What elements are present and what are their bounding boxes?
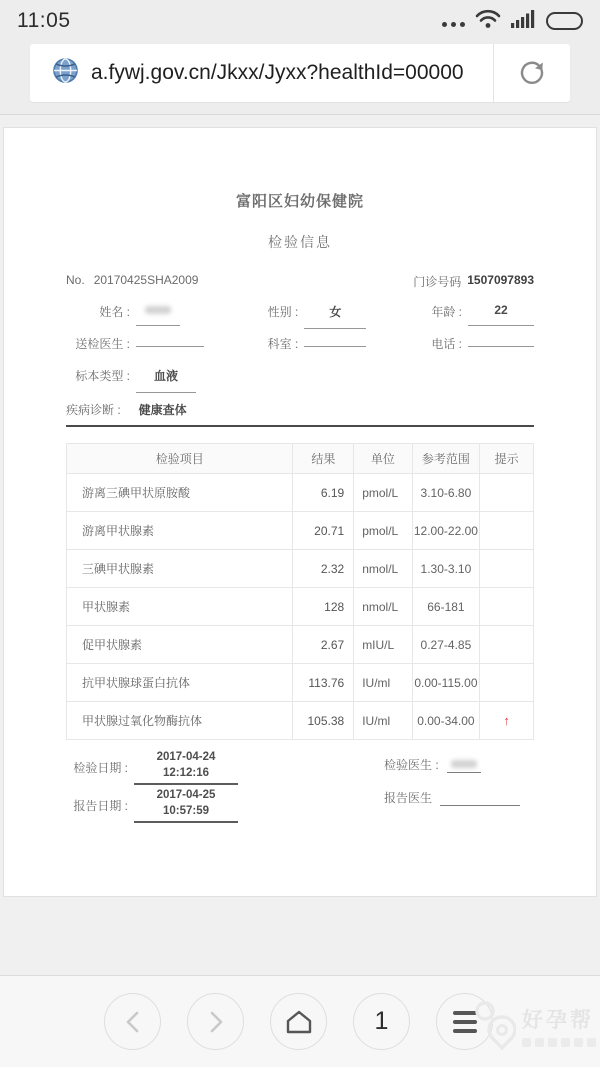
status-bar xyxy=(0,0,600,42)
gender-value: 女 xyxy=(304,301,366,329)
test-result: 2.32 xyxy=(293,550,354,588)
test-name: 游离三碘甲状原胺酸 xyxy=(67,474,293,512)
table-row xyxy=(67,512,534,550)
report-date: 2017-04-25 xyxy=(156,789,216,802)
test-name: 三碘甲状腺素 xyxy=(67,550,293,588)
test-name: 甲状腺过氧化物酶抗体 xyxy=(67,702,293,740)
test-flag xyxy=(480,626,534,664)
chevron-right-icon xyxy=(206,1010,226,1034)
test-name: 甲状腺素 xyxy=(67,588,293,626)
url-field[interactable] xyxy=(30,57,493,89)
phone-value xyxy=(468,333,534,347)
table-header-row xyxy=(67,444,534,474)
report-doctor-value xyxy=(440,790,520,806)
table-row xyxy=(67,550,534,588)
test-unit: pmol/L xyxy=(354,474,412,512)
department-value xyxy=(304,333,366,347)
redacted-doctor-name xyxy=(451,760,477,768)
url-text: a.fywj.gov.cn/Jkxx/Jyxx?healthId=00000 xyxy=(91,61,464,84)
send-doctor-label: 送检医生 : xyxy=(75,337,130,351)
report-number-row xyxy=(66,273,534,290)
test-result: 2.67 xyxy=(293,626,354,664)
diagnosis-value: 健康查体 xyxy=(138,403,187,417)
watermark-brand: 好孕帮 xyxy=(522,1008,594,1032)
wifi-icon xyxy=(475,9,501,34)
test-flag xyxy=(480,474,534,512)
test-range: 0.00-115.00 xyxy=(412,664,480,702)
test-range: 12.00-22.00 xyxy=(412,512,480,550)
test-range: 3.10-6.80 xyxy=(412,474,480,512)
test-result: 113.76 xyxy=(293,664,354,702)
table-row xyxy=(67,626,534,664)
header-range: 参考范围 xyxy=(412,444,480,474)
department-label: 科室 : xyxy=(267,337,299,351)
address-bar[interactable] xyxy=(30,44,570,102)
test-unit: nmol/L xyxy=(354,550,412,588)
specimen-value: 血液 xyxy=(136,365,196,393)
test-time: 12:12:16 xyxy=(162,766,210,779)
report-time: 10:57:59 xyxy=(162,804,210,817)
refresh-button[interactable] xyxy=(494,58,570,88)
browser-chrome xyxy=(0,42,600,115)
test-range: 1.30-3.10 xyxy=(412,550,480,588)
test-unit: IU/ml xyxy=(354,664,412,702)
back-button[interactable] xyxy=(104,993,161,1050)
test-range: 0.00-34.00 xyxy=(412,702,480,740)
specimen-label: 标本类型 : xyxy=(75,369,130,383)
test-flag xyxy=(480,664,534,702)
test-result: 6.19 xyxy=(293,474,354,512)
test-unit: mIU/L xyxy=(354,626,412,664)
lab-report-card xyxy=(3,127,597,897)
patient-fields xyxy=(66,301,534,427)
hospital-name: 富阳区妇幼保健院 xyxy=(235,193,364,210)
test-flag xyxy=(480,550,534,588)
test-doctor-label: 检验医生 : xyxy=(384,758,439,772)
report-footer xyxy=(66,750,534,826)
globe-icon xyxy=(52,57,79,89)
test-range: 0.27-4.85 xyxy=(412,626,480,664)
test-range: 66-181 xyxy=(412,588,480,626)
report-no-value: 20170425SHA2009 xyxy=(93,273,199,287)
header-flag: 提示 xyxy=(480,444,534,474)
visit-no-value: 1507097893 xyxy=(467,273,534,287)
test-name: 抗甲状腺球蛋白抗体 xyxy=(67,664,293,702)
test-date-label: 检验日期 : xyxy=(73,761,128,776)
test-name: 促甲状腺素 xyxy=(67,626,293,664)
diagnosis-label: 疾病诊断 : xyxy=(66,403,121,417)
test-result: 20.71 xyxy=(293,512,354,550)
table-row xyxy=(67,588,534,626)
report-date-label: 报告日期 : xyxy=(73,799,128,814)
test-result: 128 xyxy=(293,588,354,626)
test-flag xyxy=(480,588,534,626)
test-unit: nmol/L xyxy=(354,588,412,626)
redacted-name xyxy=(145,306,171,314)
table-row xyxy=(67,702,534,740)
page-title: 检验信息 xyxy=(268,234,332,250)
signal-icon xyxy=(511,9,536,33)
haoyunbang-logo-icon xyxy=(472,999,516,1051)
age-label: 年龄 : xyxy=(431,305,462,319)
test-unit: IU/ml xyxy=(354,702,412,740)
test-flag xyxy=(480,512,534,550)
home-icon xyxy=(285,1009,313,1035)
table-row xyxy=(67,664,534,702)
home-button[interactable] xyxy=(270,993,327,1050)
test-name: 游离甲状腺素 xyxy=(67,512,293,550)
lab-results-table xyxy=(66,443,534,740)
diagnosis-row xyxy=(66,399,534,427)
tabs-button[interactable] xyxy=(353,993,410,1050)
visit-no-label: 门诊号码 xyxy=(413,275,462,289)
more-dots-icon xyxy=(442,22,465,27)
clock: 11:05 xyxy=(17,9,71,32)
chevron-left-icon xyxy=(123,1010,143,1034)
watermark xyxy=(472,999,596,1051)
forward-button[interactable] xyxy=(187,993,244,1050)
report-date-value xyxy=(134,788,238,823)
status-icons xyxy=(442,9,583,34)
header-unit: 单位 xyxy=(354,444,412,474)
header-result: 结果 xyxy=(293,444,354,474)
send-doctor-value xyxy=(136,333,204,347)
header-item: 检验项目 xyxy=(67,444,293,474)
test-date-value xyxy=(134,750,238,785)
gender-label: 性别 : xyxy=(267,305,299,319)
test-result: 105.38 xyxy=(293,702,354,740)
name-value xyxy=(136,301,180,326)
tab-count: 1 xyxy=(374,1007,389,1035)
age-value: 22 xyxy=(468,301,534,326)
battery-icon xyxy=(546,12,583,30)
watermark-slogan xyxy=(522,1038,596,1047)
test-unit: pmol/L xyxy=(354,512,412,550)
phone-label: 电话 : xyxy=(431,337,462,351)
abnormal-up-arrow-icon: ↑ xyxy=(480,702,534,740)
test-date: 2017-04-24 xyxy=(156,751,216,763)
refresh-icon xyxy=(517,58,547,88)
table-row xyxy=(67,474,534,512)
test-doctor-value xyxy=(447,757,481,773)
name-label: 姓名 : xyxy=(99,305,130,319)
report-no-label: No. xyxy=(66,273,85,287)
report-doctor-label: 报告医生 xyxy=(384,791,433,805)
